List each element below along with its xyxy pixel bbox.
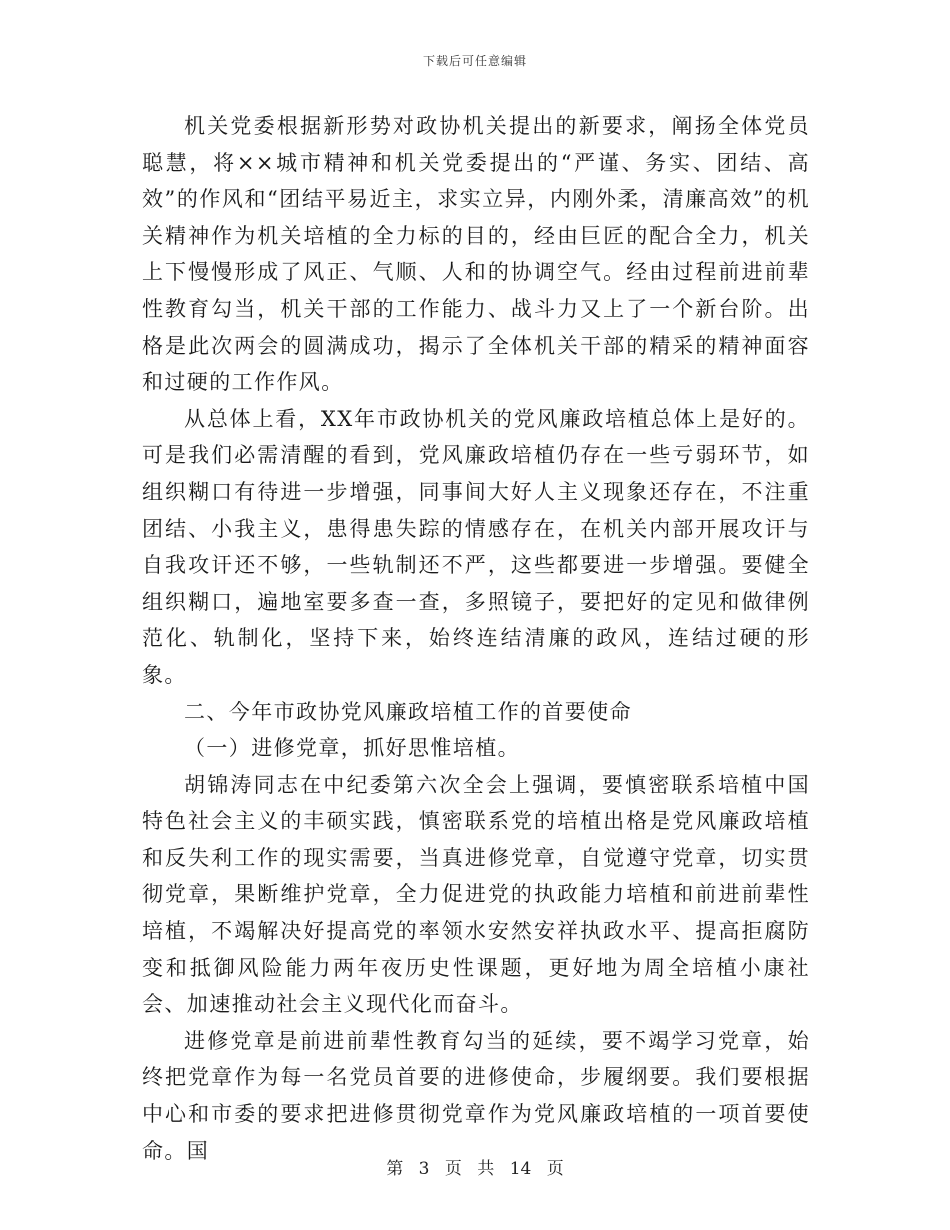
total-page-count: 14 <box>509 1159 532 1179</box>
paragraph-party-committee-requirements: 机关党委根据新形势对政协机关提出的新要求，阐扬全体党员聪慧，将××城市精神和机关党委提出的“严谨、务实、团结、高效”的作风和“团结平易近主，求实立异，内刚外柔，清廉高效”的机关精神作为机关培植的全力标的目的，经由巨匠的配合全力，机关上下慢慢形成了风正、气顺、人和的协调空气。经由过程前进前辈性教育勾当，机关干部的工作能力、战斗力又上了一个新台阶。出格是此次两会的圆满成功，揭示了全体机关干部的精采的精神面容和过硬的工作作风。 <box>142 114 810 395</box>
paragraph-study-charter-continuation: 进修党章是前进前辈性教育勾当的延续，要不竭学习党章，始终把党章作为每一名党员首要的进修使命，步履纲要。我们要根据中心和市委的要求把进修贯彻党章作为党风廉政培植的一项首要使命。国 <box>142 1028 810 1163</box>
footer-suffix: 页 <box>546 1159 564 1179</box>
current-page-number: 3 <box>418 1159 430 1179</box>
page-footer <box>0 1154 950 1179</box>
footer-page-word: 页 <box>444 1159 462 1179</box>
footer-total-word: 共 <box>477 1159 495 1179</box>
paragraph-hu-jintao-speech: 胡锦涛同志在中纪委第六次全会上强调，要慎密联系培植中国特色社会主义的丰硕实践，慎密联系党的培植出格是党风廉政培植和反失利工作的现实需要，当真进修党章，自觉遵守党章，切实贯彻党章，果断维护党章，全力促进党的执政能力培植和前进前辈性培植，不竭解决好提高党的率领水安然安祥执政水平、提高拒腐防变和抵御风险能力两年夜历史性课题，更好地为周全培植小康社会、加速推动社会主义现代化而奋斗。 <box>142 772 810 1017</box>
paragraph-overall-assessment: 从总体上看，XX年市政协机关的党风廉政培植总体上是好的。可是我们必需清醒的看到，党风廉政培植仍存在一些亏弱环节，如组织糊口有待进一步增强，同事间大好人主义现象还存在，不注重团结、小我主义，患得患失踪的情感存在，在机关内部开展攻讦与自我攻讦还不够，一些轨制还不严，这些都要进一步增强。要健全组织糊口，遍地室要多查一查，多照镜子，要把好的定见和做律例范化、轨制化，坚持下来，始终连结清廉的政风，连结过硬的形象。 <box>142 406 810 687</box>
section-heading-main-tasks: 二、今年市政协党风廉政培植工作的首要使命 <box>184 699 632 724</box>
footer-prefix: 第 <box>386 1159 404 1179</box>
header-note: 下载后可任意编辑 <box>422 54 527 68</box>
subsection-heading-study-charter: （一）进修党章，抓好思惟培植。 <box>184 736 520 761</box>
document-body <box>142 108 810 1169</box>
